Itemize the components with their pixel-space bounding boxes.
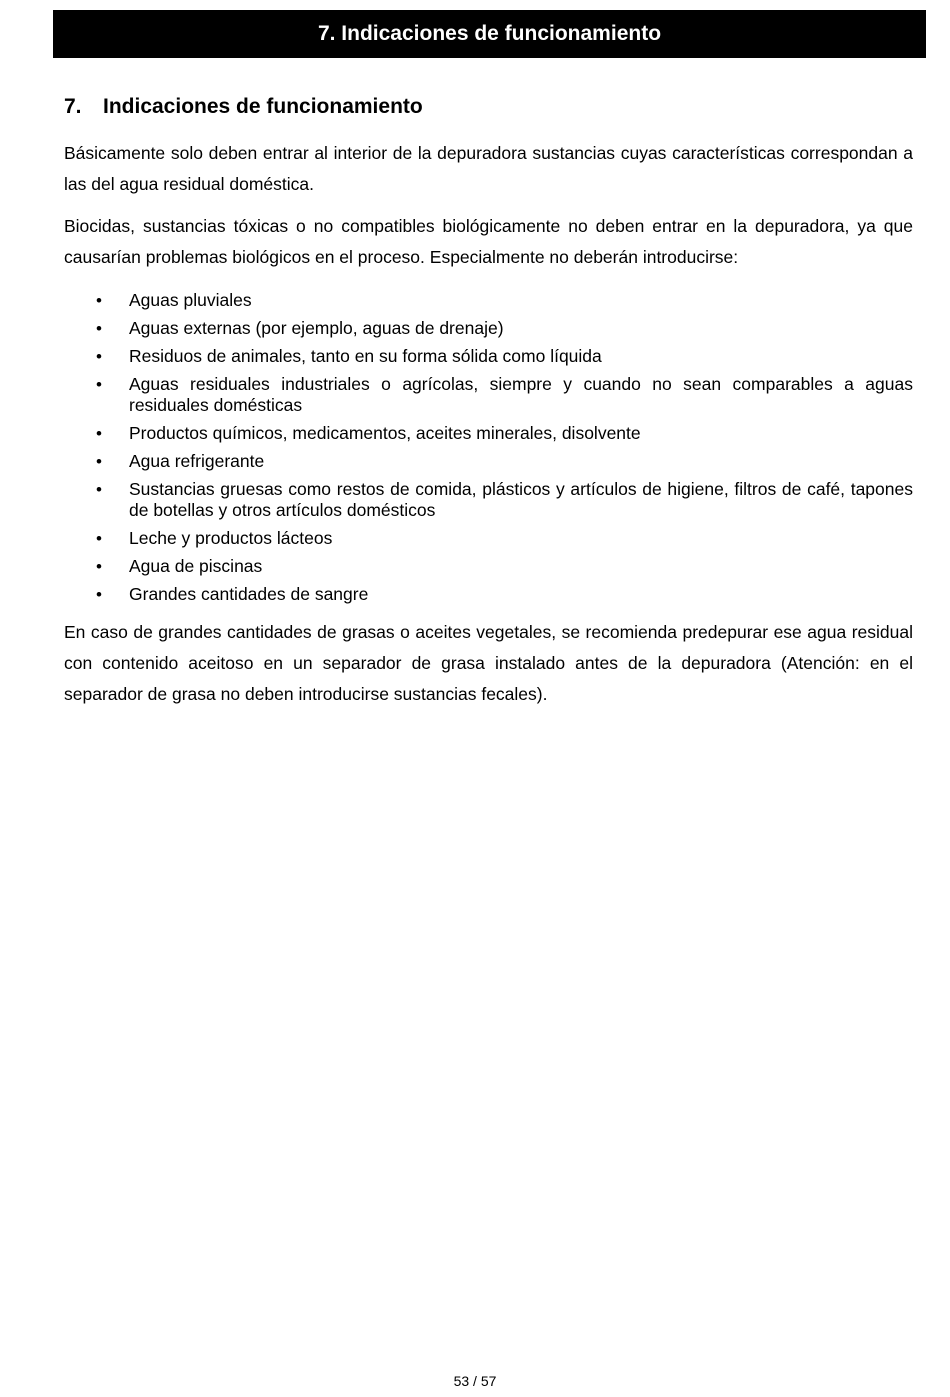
- list-item: • Sustancias gruesas como restos de comida, plásticos y artículos de higiene, filtros de café, tapones de botellas y otros artículos domésticos: [96, 479, 913, 520]
- prohibited-items-list: [64, 290, 913, 605]
- bullet-icon: •: [96, 319, 102, 338]
- list-item: • Leche y productos lácteos: [96, 528, 333, 548]
- list-item: • Productos químicos, medicamentos, aceites minerales, disolvente: [96, 423, 641, 443]
- list-item: • Grandes cantidades de sangre: [96, 584, 369, 604]
- bullet-icon: •: [96, 452, 102, 471]
- section-heading: [64, 92, 913, 122]
- paragraph-restrictions: Biocidas, sustancias tóxicas o no compatibles biológicamente no deben entrar en la depuradora, ya que causarían problemas biológicos en el proceso. Especialmente no deberán introducirse:: [64, 216, 913, 267]
- bullet-icon: •: [96, 424, 102, 443]
- bullet-icon: •: [96, 375, 102, 394]
- bullet-icon: •: [96, 347, 102, 366]
- paragraph-intro: Básicamente solo deben entrar al interior de la depuradora sustancias cuyas características correspondan a las del agua residual doméstica.: [64, 143, 913, 194]
- page-header-bar: [53, 10, 926, 58]
- page-number: 53 / 57: [453, 1373, 497, 1389]
- section-number: 7.: [64, 95, 82, 118]
- list-item: • Agua de piscinas: [96, 556, 263, 576]
- paragraph-grease-separator: En caso de grandes cantidades de grasas o aceites vegetales, se recomienda predepurar ese agua residual con contenido aceitoso en un separador de grasa instalado antes de la depuradora (Atención: en el separador de grasa no deben introducirse sustancias fecales).: [64, 622, 913, 704]
- list-item: • Aguas pluviales: [96, 290, 252, 310]
- page-header-title: 7. Indicaciones de funcionamiento: [317, 22, 662, 45]
- bullet-icon: •: [96, 529, 102, 548]
- bullet-icon: •: [96, 480, 102, 499]
- list-item: • Aguas residuales industriales o agrícolas, siempre y cuando no sean comparables a aguas residuales domésticas: [96, 374, 913, 415]
- document-body: [64, 92, 913, 721]
- bullet-icon: •: [96, 557, 102, 576]
- bullet-icon: •: [96, 291, 102, 310]
- list-item: • Agua refrigerante: [96, 451, 265, 471]
- bullet-icon: •: [96, 585, 102, 604]
- list-item: • Residuos de animales, tanto en su forma sólida como líquida: [96, 346, 602, 366]
- list-item: • Aguas externas (por ejemplo, aguas de drenaje): [96, 318, 504, 338]
- section-title: Indicaciones de funcionamiento: [103, 95, 423, 118]
